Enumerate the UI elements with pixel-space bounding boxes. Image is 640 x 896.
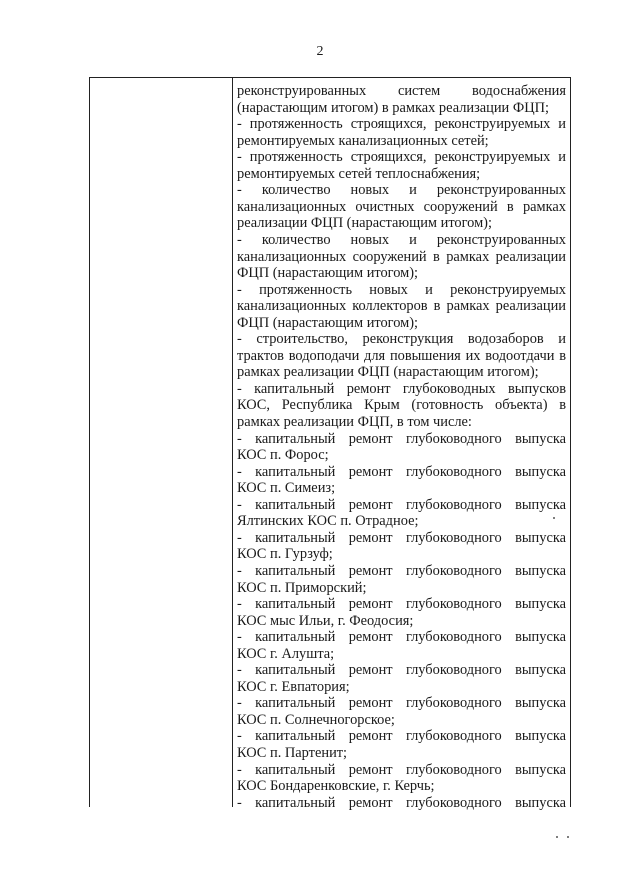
table-text-column: [233, 78, 570, 811]
table-left-column: [90, 78, 233, 807]
text-line: - капитальный ремонт глубоководного выпуска: [237, 596, 566, 613]
text-line: трактов водоподачи для повышения их водоотдачи в: [237, 347, 566, 364]
text-line: - капитальный ремонт глубоководного выпуска: [237, 761, 566, 778]
text-line: - капитальный ремонт глубоководного выпуска: [237, 529, 566, 546]
text-line: (нарастающим итогом) в рамках реализации ФЦП;: [237, 99, 550, 116]
text-line: - капитальный ремонт глубоководного выпуска: [237, 794, 566, 811]
text-line: рамках реализации ФЦП (нарастающим итогом);: [237, 364, 539, 381]
text-line: КОС п. Гурзуф;: [237, 546, 333, 563]
text-line: КОС п. Партенит;: [237, 745, 348, 761]
text-line: - протяженность новых и реконструируемых: [237, 281, 566, 298]
text-line: канализационных сооружений в рамках реализации: [237, 248, 566, 265]
text-line: КОС г. Евпатория;: [237, 678, 350, 695]
text-line: - строительство, реконструкция водозаборов и: [237, 331, 566, 348]
text-line: канализационных очистных сооружений в рамках: [237, 198, 566, 215]
text-line: ФЦП (нарастающим итогом);: [237, 265, 419, 282]
text-line: КОС мыс Ильи, г. Феодосия;: [237, 612, 414, 629]
text-line: ремонтируемых канализационных сетей;: [237, 132, 489, 149]
text-line: - капитальный ремонт глубоководного выпуска: [237, 496, 566, 513]
text-line: - капитальный ремонт глубоководного выпуска: [237, 662, 566, 679]
text-line: реконструированных систем водоснабжения: [237, 83, 566, 99]
page-number: 2: [316, 44, 324, 59]
text-line: КОС Бондаренковские, г. Керчь;: [237, 778, 435, 795]
text-line: - количество новых и реконструированных: [237, 231, 566, 248]
text-line: - капитальный ремонт глубоководного выпуска: [237, 562, 566, 579]
text-line: - капитальный ремонт глубоководного выпуска: [237, 463, 566, 480]
text-line: - капитальный ремонт глубоководных выпусков: [237, 380, 566, 397]
text-line: - протяженность строящихся, реконструируемых и: [237, 116, 566, 133]
text-line: реализации ФЦП (нарастающим итогом);: [237, 215, 492, 232]
text-line: - протяженность строящихся, реконструируемых и: [237, 149, 566, 166]
scan-speck: [553, 517, 555, 519]
text-line: КОС г. Алушта;: [237, 645, 335, 662]
text-line: КОС п. Солнечногорское;: [237, 711, 395, 728]
scan-speck: [556, 836, 558, 838]
text-line: КОС п. Форос;: [237, 447, 329, 464]
text-line: рамках реализации ФЦП, в том числе:: [237, 414, 472, 430]
text-line: ФЦП (нарастающим итогом);: [237, 314, 419, 331]
text-line: КОС, Республика Крым (готовность объекта) в: [237, 397, 566, 414]
text-line: - капитальный ремонт глубоководного выпуска: [237, 430, 566, 447]
text-line: канализационных коллекторов в рамках реализации: [237, 298, 566, 315]
text-line: Ялтинских КОС п. Отрадное;: [237, 513, 419, 530]
scan-speck: [567, 836, 569, 838]
text-line: - капитальный ремонт глубоководного выпуска: [237, 695, 566, 712]
text-line: ремонтируемых сетей теплоснабжения;: [237, 165, 481, 182]
text-line: КОС п. Симеиз;: [237, 480, 336, 497]
text-line: КОС п. Приморский;: [237, 579, 367, 596]
text-line: - количество новых и реконструированных: [237, 182, 566, 199]
text-line: - капитальный ремонт глубоководного выпуска: [237, 629, 566, 646]
document-table: [89, 77, 571, 811]
text-line: - капитальный ремонт глубоководного выпуска: [237, 728, 566, 745]
